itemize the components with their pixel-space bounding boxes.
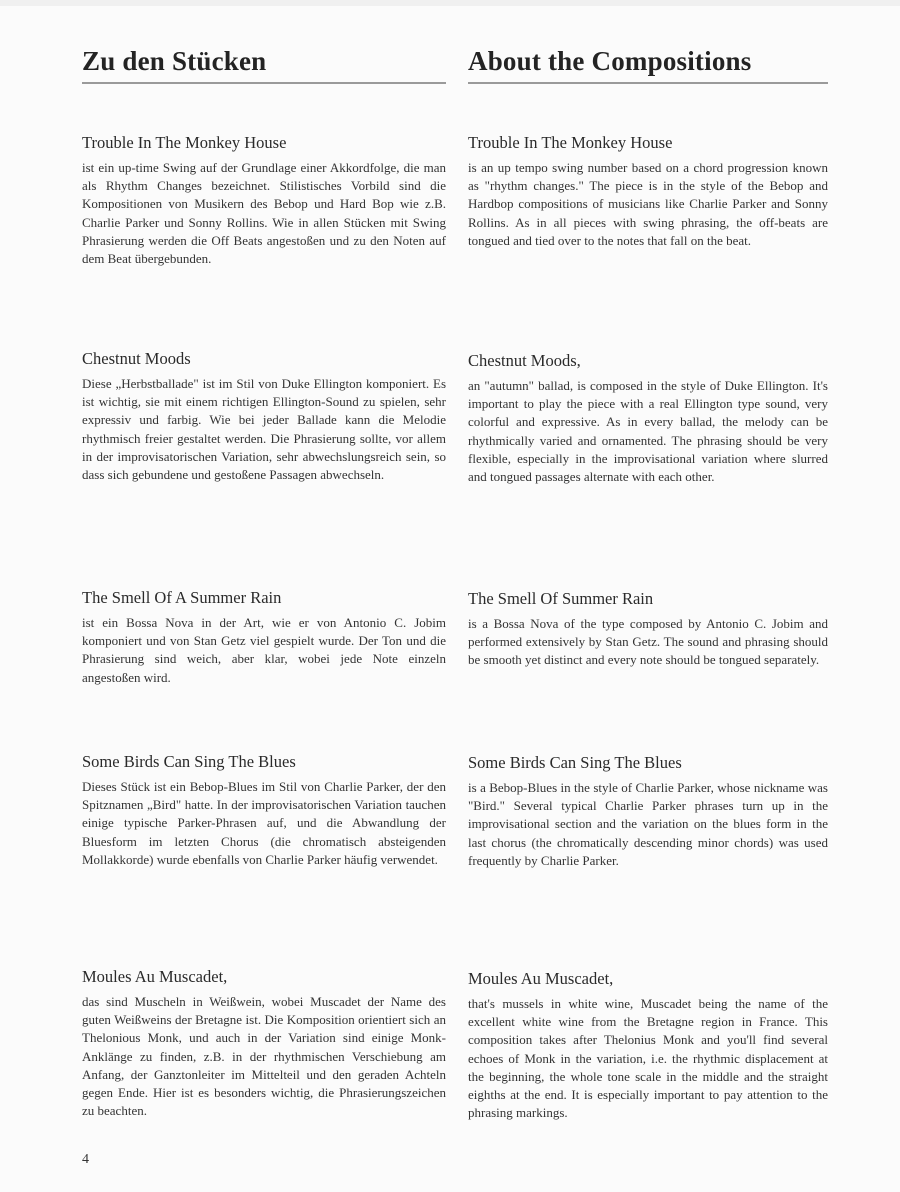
english-section-heading: Trouble In The Monkey House [468,133,673,152]
german-section-text: Diese „Herbstballade" ist im Stil von Duke Ellington komponiert. Es ist wichtig, sie mit einem richtigen Ellington-Sound zu spielen, sehr expressiv und farbig. Wie bei jeder Ballade kann die Melodie rhythmisch freier gestaltet werden. Die Phrasierung sollte, vor allem in der improvisatorischen Variation, sehr abwechslungsreich sein, so dass sich gebundene und gestoßene Passagen abwechseln. [82,376,446,483]
german-section-text: das sind Muscheln in Weißwein, wobei Muscadet der Name des guten Weißweins der Bretagne ist. Die Komposition orientiert sich an Thelonious Monk, und auch in der Variation sind einige Monk-Anklänge zu finden, z.B. in der rhythmischen Verschiebung am Anfang, der Ganztonleiter im Mittelteil und den geraden Achteln gegen Ende. Hier ist es besonders wichtig, die Phrasierungszeichen zu beachten. [82,994,446,1119]
german-section-heading: Some Birds Can Sing The Blues [82,752,296,771]
english-section-birds [468,752,828,870]
english-section-text: is an up tempo swing number based on a chord progression known as "rhythm changes." The piece is in the style of the Bebop and Hardbop compositions of musicians like Charlie Parker and Sonny Rollins. As in all pieces with swing phrasing, the off-beats are tongued and tied over to the notes that fall on the beat. [468,160,828,248]
german-section-heading: The Smell Of A Summer Rain [82,588,282,607]
german-section-text: ist ein Bossa Nova in der Art, wie er von Antonio C. Jobim komponiert und von Stan Getz viel gespielt wurde. Der Ton und die Phrasierung sind weich, aber klar, wobei jede Note einzeln angestoßen wird. [82,615,446,685]
english-section-text: is a Bebop-Blues in the style of Charlie Parker, whose nickname was "Bird." Several typical Charlie Parker phrases turn up in the improvisational section and the variation on the blues form in the last chorus (the chromatically descending minor chords) was used frequently by Charlie Parker. [468,780,828,868]
english-section-heading: Chestnut Moods, [468,351,581,370]
english-column-title: About the Compositions [468,46,752,76]
german-section-chestnut [82,348,446,484]
english-section-moules [468,968,828,1122]
english-section-heading: Moules Au Muscadet, [468,969,614,988]
german-section-heading: Moules Au Muscadet, [82,967,228,986]
german-section-summer-rain [82,587,446,687]
english-section-text: an "autumn" ballad, is composed in the style of Duke Ellington. It's important to play the piece with a real Ellington type sound, very colorful and expressive. As in every ballad, the melody can be rhythmically varied and ornamented. The phrasing should be very flexible, especially in the improvisational variation where slurred and tongued passages alternate with each other. [468,378,828,485]
german-column-title: Zu den Stücken [82,46,267,76]
english-section-summer-rain [468,588,828,670]
english-section-heading: The Smell Of Summer Rain [468,589,654,608]
top-edge-band [0,0,900,6]
english-title-rule [468,82,828,84]
english-section-chestnut [468,350,828,486]
english-section-text: that's mussels in white wine, Muscadet being the name of the excellent white wine from the Bretagne region in France. This composition takes after Thelonius Monk and you'll find several echoes of Monk in the variation, i.e. the rhythmic displacement at the beginning, the whole tone scale in the middle and the straight eighths at the end. It is especially important to pay attention to the phrasing markings. [468,996,828,1121]
german-section-trouble [82,132,446,268]
german-section-heading: Chestnut Moods [82,349,191,368]
german-section-birds [82,751,446,869]
german-section-heading: Trouble In The Monkey House [82,133,287,152]
german-section-text: Dieses Stück ist ein Bebop-Blues im Stil von Charlie Parker, der den Spitznamen „Bird" hatte. In der improvisatorischen Variation tauchen einige typische Parker-Phrasen auf, und die Abwandlung der Bluesform im letzten Chorus (die chromatisch absteigenden Mollakkorde) wurde ebenfalls von Charlie Parker häufig verwendet. [82,779,446,867]
page-number: 4 [82,1152,89,1167]
english-section-text: is a Bossa Nova of the type composed by Antonio C. Jobim and performed extensively by Stan Getz. The sound and phrasing should be smooth yet distinct and every note should be tongued separately. [468,616,828,668]
english-section-trouble [468,132,828,250]
english-section-heading: Some Birds Can Sing The Blues [468,753,682,772]
german-section-text: ist ein up-time Swing auf der Grundlage einer Akkordfolge, die man als Rhythm Changes bezeichnet. Stilistisches Vorbild sind die Kompositionen von Musikern des Bebop und Hard Bop wie z.B. Charlie Parker und Sonny Rollins. Wie in allen Stücken mit Swing Phrasierung werden die Off Beats angestoßen und zu den Noten auf dem Beat übergebunden. [82,160,446,267]
german-section-moules [82,966,446,1120]
german-title-rule [82,82,446,84]
